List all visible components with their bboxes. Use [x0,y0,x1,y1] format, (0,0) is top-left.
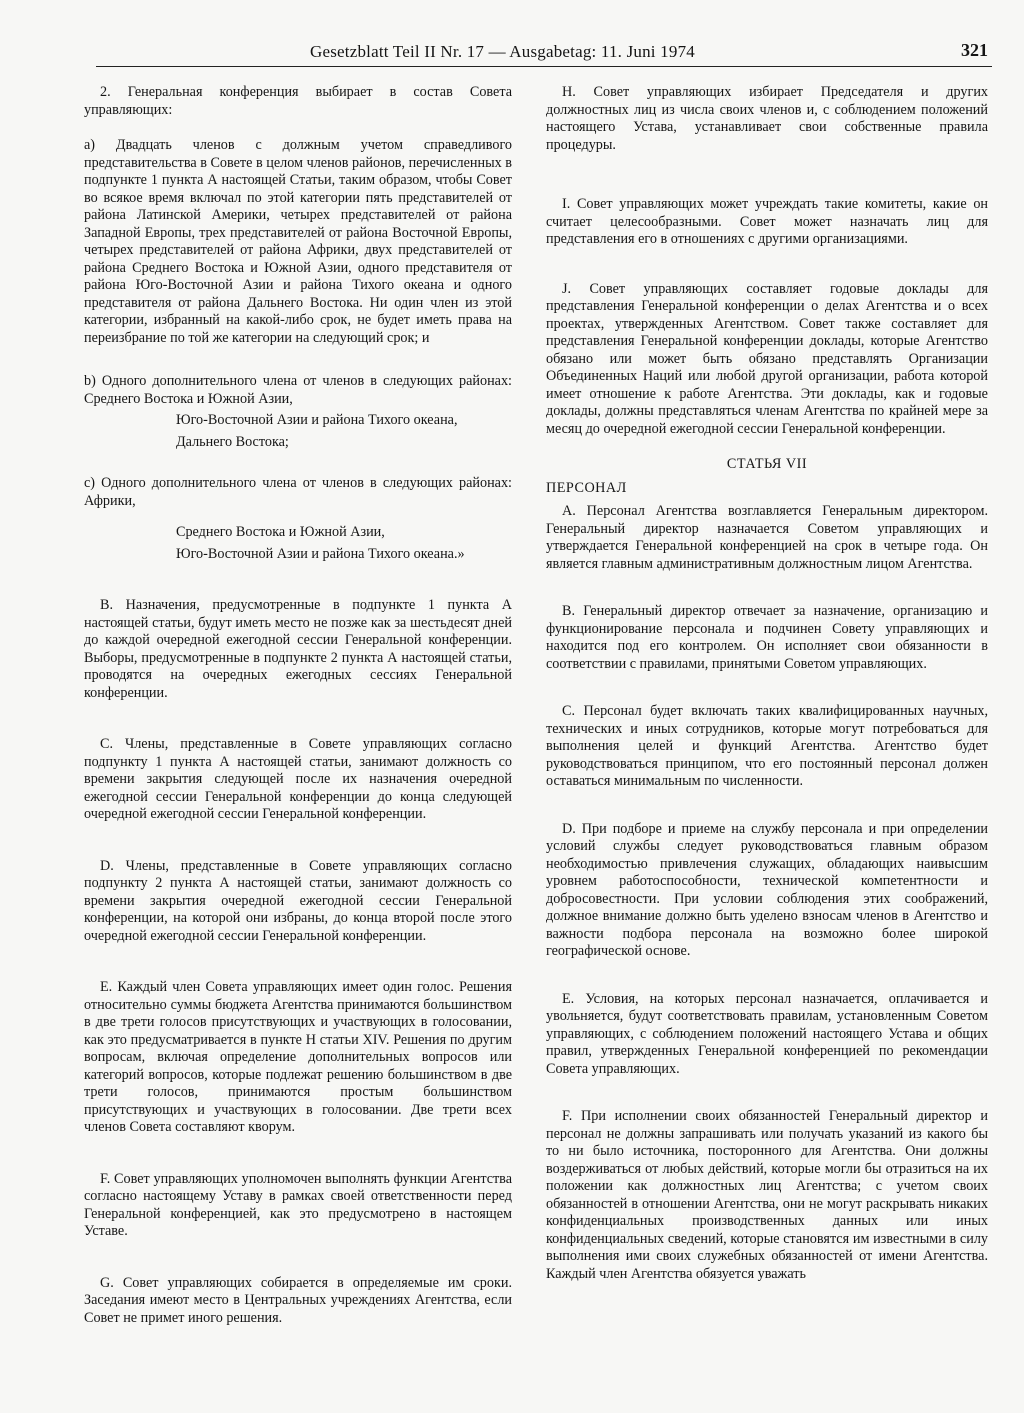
paragraph-J: J. Совет управляющих составляет годовые доклады для представления Генеральной конференции о делах Агентства и о всех проектах, утвержденных Агентством. Совет также составляет для представления Генеральной конференции доклады, которые Агентство обязано или может быть обязано представлять Организации Объединенных Наций или любой другой организации, работа которой имеет отношение к работе Агентства. Эти доклады, как и годовые доклады, должны представляться членам Агентства по крайней мере за месяц до очередной ежегодной сессии Генеральной конференции. [546,280,988,437]
paragraph-F2: F. При исполнении своих обязанностей Генеральный директор и персонал не должны запрашивать или получать указаний из какого бы то ни было источника, посторонного для Агентства. Они должны воздерживаться от любых действий, которые могли бы отразиться на их положении как должностных лиц Агентства; с учетом своих обязанностей в отношении Агентства, они не могут раскрывать никаких конфиденциальных производственных данных или иных конфиденциальных сведений, которые становятся им известными в силу выполнения ими своих служебных обязанностей от имени Агентства. Каждый член Агентства обязуется уважать [546,1108,988,1282]
paragraph-C: C. Члены, представленные в Совете управляющих согласно подпункту 1 пункта А настоящей статьи, занимают должность со времени закрытия следующей после их назначения очередной ежегодной сессии Генеральной конференции до конца следующей очередной ежегодной сессии Генеральной конференции. [84,736,512,822]
item-b-sub1: Юго-Восточной Азии и района Тихого океана, [176,412,458,428]
paragraph-C2: C. Персонал будет включать таких квалифицированных научных, технических и иных сотрудников, которые могут потребоваться для выполнения целей и функций Агентства. Агентство будет руководствоваться принципом, что его постоянный персонал должен оставаться минимальным по численности. [546,703,988,789]
item-c-sub2: Юго-Восточной Азии и района Тихого океана.» [176,545,465,562]
paragraph-D2: D. При подборе и приеме на службу персонала и при определении условий службы следует руководствоваться главным образом необходимостью привлечения служащих, обладающих наивысшим уровнем работоспособности, технической компетентности и добросовестности. При условии соблюдения этих соображений, должное внимание должно быть уделено взносам членов в Агентство и важности подбора персонала на возможно более широкой географической основе. [546,820,988,959]
paragraph-B: B. Назначения, предусмотренные в подпункте 1 пункта А настоящей статьи, будут иметь место не позже как за шестьдесят дней до каждой очередной ежегодной сессии Генеральной конференции. Выборы, предусмотренные в подпункте 2 пункта А настоящей статьи, проводятся на очередных ежегодных сессиях Генеральной конференции. [84,597,512,701]
paragraph-2: 2. Генеральная конференция выбирает в состав Совета управляющих: [84,84,512,118]
page-header [96,38,992,67]
right-column [546,84,988,1283]
paragraph-D: D. Члены, представленные в Совете управляющих согласно подпункту 2 пункта А настоящей статьи, занимают должность со времени закрытия очередной ежегодной сессии Генеральной конференции, на которой они избраны, до конца второй после этого очередной ежегодной сессии Генеральной конференции. [84,857,512,944]
paragraph-H: H. Совет управляющих избирает Председателя и других должностных лиц из числа своих членов и, с соблюдением положений настоящего Устава, устанавливает свои собственные правила процедуры. [546,84,988,153]
paragraph-E: E. Каждый член Совета управляющих имеет один голос. Решения относительно суммы бюджета Агентства принимаются большинством в две трети голосов присутствующих и участвующих в голосовании, как это предусматривается в пункте H статьи XIV. Решения по другим вопросам, включая определение дополнительных вопросов или категорий вопросов, которые подлежат решению большинством в две трети голосов, принимаются простым большинством присутствующих и участвующих в голосовании. Две трети всех членов Совета составляют кворум. [84,979,512,1135]
paragraph-G: G. Совет управляющих собирается в определяемые им сроки. Заседания имеют место в Центральных учреждениях Агентства, если Совет не примет иного решения. [84,1274,512,1326]
paragraph-E2: E. Условия, на которых персонал назначается, оплачивается и увольняется, будут соответствовать правилам, установленным Советом управляющих, с соблюдением положений настоящего Устава и общих правил, утвержденных Генеральной конференцией по рекомендации Совета управляющих. [546,990,988,1077]
paragraph-F: F. Совет управляющих уполномочен выполнять функции Агентства согласно настоящему Уставу в рамках своей ответственности перед Генеральной конференцией, как это предусмотрено в настоящем Уставе. [84,1170,512,1239]
item-b-sub2: Дальнего Востока; [176,433,289,450]
page-number: 321 [961,40,988,60]
left-column [84,84,512,1352]
article-heading: СТАТЬЯ VII [726,456,808,472]
paragraph-A2: A. Персонал Агентства возглавляется Генеральным директором. Генеральный директор назначается Советом управляющих и утверждается Генеральной конференцией на срок в четыре года. Он является главным административным должностным лицом Агентства. [546,503,988,572]
header-title: Gesetzblatt Teil II Nr. 17 — Ausgabetag: 11. Juni 1974 [310,42,695,61]
paragraph-I: I. Совет управляющих может учреждать такие комитеты, какие он считает целесообразными. Совет может назначать лиц для представления его в отношениях с другими организациями. [546,196,988,247]
paragraph-B2: B. Генеральный директор отвечает за назначение, организацию и функционирование персонала и подчинен Совету управляющих и находится под его контролем. Он исполняет свои обязанности в соответствии с правилами, принятыми Советом управляющих. [546,603,988,672]
section-heading: ПЕРСОНАЛ [546,479,627,496]
item-c-sub1: Среднего Востока и Южной Азии, [176,524,385,540]
item-c: c) Одного дополнительного члена от членов в следующих районах: Африки, [84,475,512,509]
item-b: b) Одного дополнительного члена от членов в следующих районах: Среднего Востока и Южной Азии, [84,373,512,407]
item-a: a) Двадцать членов с должным учетом справедливого представительства в Совете в целом членов районов, перечисленных в подпункте 1 пункта А настоящей Статьи, таким образом, чтобы Совет во всякое время включал по этой категории пять представителей от района Латинской Америки, четырех представителей от района Западной Европы, трех представителей от района Восточной Европы, четырех представителей от района Африки, двух представителей от района Среднего Востока и Южной Азии, одного представителя от района Юго-Восточной Азии и района Тихого океана и одного представителя от района Дальнего Востока. Ни один член из этой категории, избранный на какой-либо срок, не будет иметь права на переизбрание по той же категории на следующий срок; и [84,137,512,346]
